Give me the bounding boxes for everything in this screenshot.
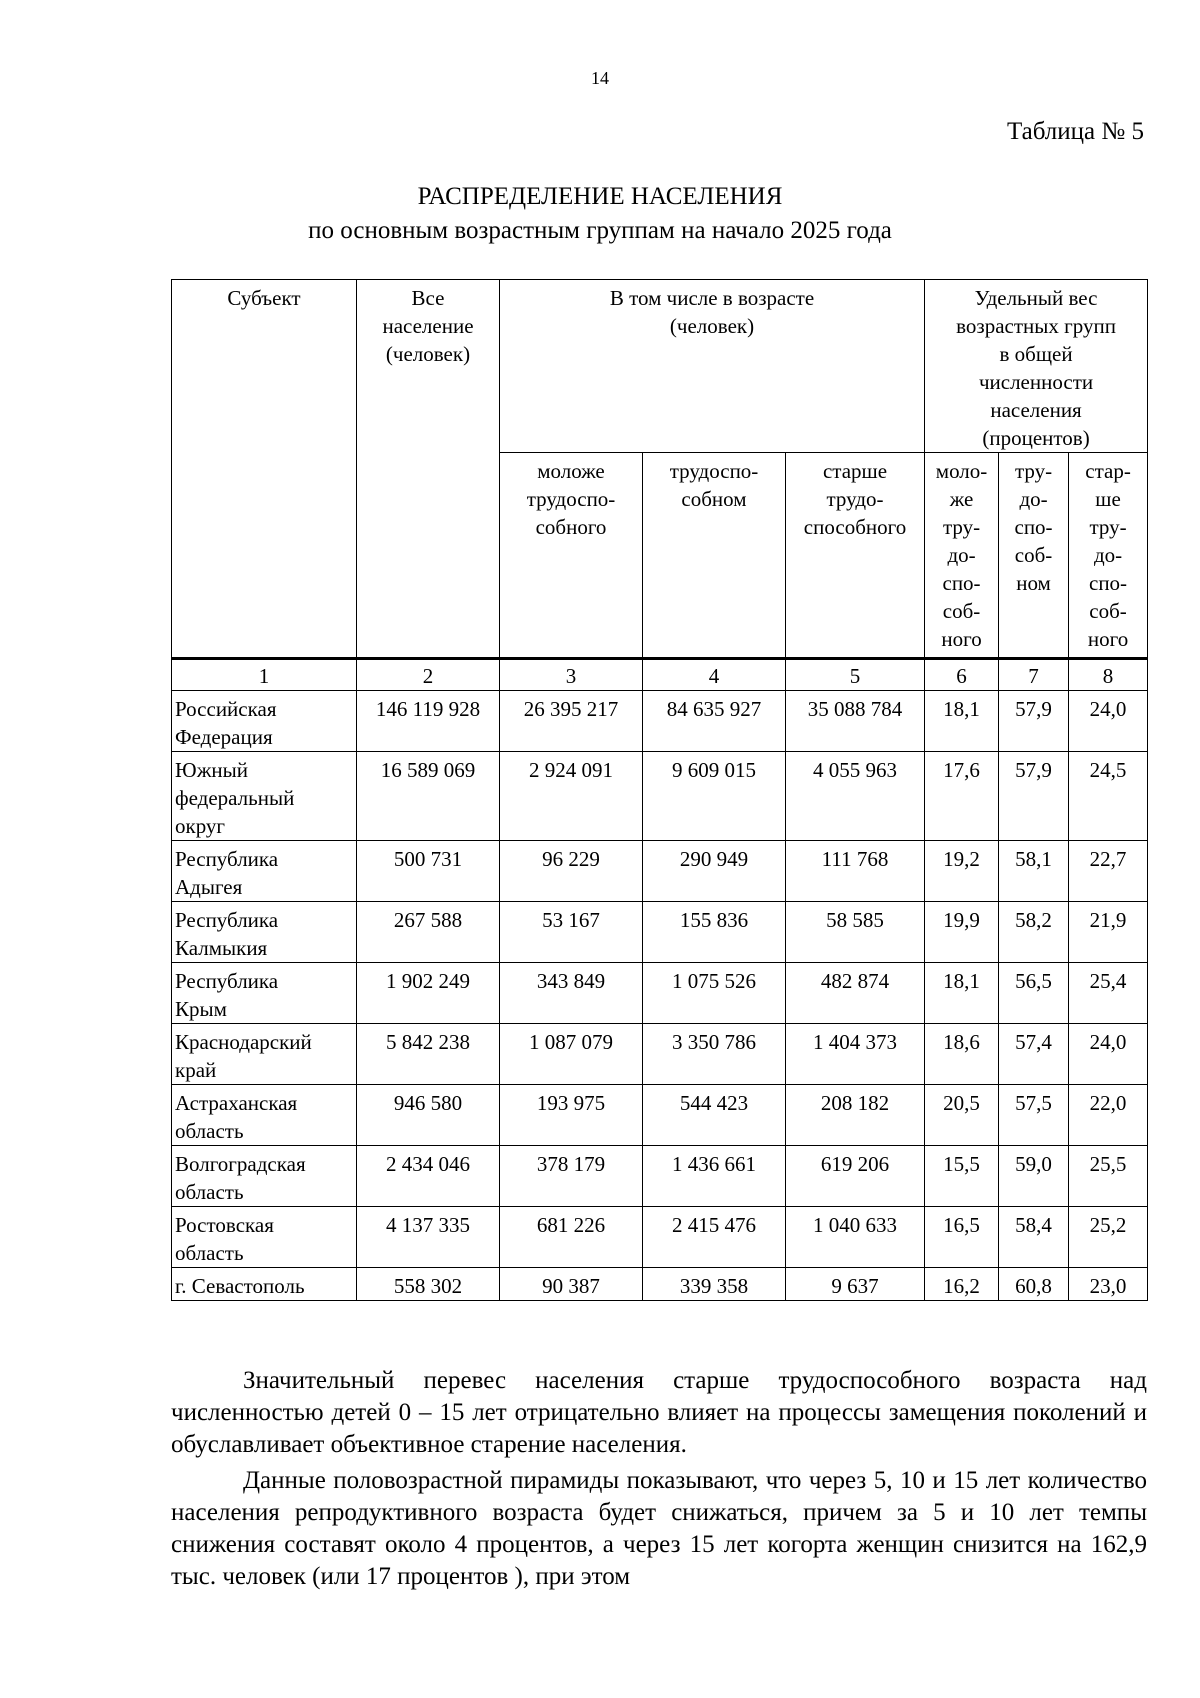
cell-over: 111 768	[786, 841, 925, 902]
page-number: 14	[591, 68, 609, 88]
header-line: спо-	[1089, 571, 1128, 595]
header-working-pct	[999, 453, 1069, 659]
header-line: (человек)	[385, 342, 471, 366]
table-row	[172, 1024, 1148, 1085]
header-line: тру-	[1014, 459, 1053, 483]
column-number-row	[172, 659, 1148, 691]
subject-cell: Ростовская область	[172, 1207, 357, 1268]
header-line: (процентов)	[982, 426, 1090, 450]
header-line: В том числе в возрасте	[609, 286, 815, 310]
header-line: же	[949, 487, 974, 511]
cell-over: 1 404 373	[786, 1024, 925, 1085]
header-subject: Субъект	[172, 280, 357, 659]
cell-over-pct: 24,5	[1069, 752, 1148, 841]
cell-working-pct: 58,1	[999, 841, 1069, 902]
column-number: 1	[172, 659, 357, 691]
header-line: до-	[1019, 487, 1048, 511]
cell-under: 90 387	[500, 1268, 643, 1301]
table-title: РАСПРЕДЕЛЕНИЕ НАСЕЛЕНИЯ	[417, 183, 783, 210]
cell-working: 155 836	[643, 902, 786, 963]
paragraph: Данные половозрастной пирамиды показывают, что через 5, 10 и 15 лет количество населения репродуктивного возраста будет снижаться, причем за 5 и 10 лет темпы снижения составят около 4 процентов, а через 15 лет когорта женщин снизится на 162,9 тыс. человек (или 17 процентов ), при этом	[171, 1467, 1147, 1590]
subject-cell: Краснодарский край	[172, 1024, 357, 1085]
header-line: ного	[941, 627, 982, 651]
subject-cell: Южный федеральный округ	[172, 752, 357, 841]
paragraph: Значительный перевес населения старше трудоспособного возраста над численностью детей 0 – 15 лет отрицательно влияет на процессы замещения поколений и обуславливает объективное старение населения.	[171, 1367, 1147, 1458]
header-line: тру-	[942, 515, 981, 539]
cell-under: 378 179	[500, 1146, 643, 1207]
cell-working: 2 415 476	[643, 1207, 786, 1268]
column-number: 3	[500, 659, 643, 691]
table-row	[172, 752, 1148, 841]
cell-under-pct: 19,9	[925, 902, 999, 963]
cell-total: 1 902 249	[357, 963, 500, 1024]
header-line: моло-	[935, 459, 988, 483]
cell-over-pct: 25,5	[1069, 1146, 1148, 1207]
cell-over-pct: 22,0	[1069, 1085, 1148, 1146]
table-row	[172, 841, 1148, 902]
cell-total: 5 842 238	[357, 1024, 500, 1085]
cell-total: 267 588	[357, 902, 500, 963]
cell-over-pct: 24,0	[1069, 1024, 1148, 1085]
cell-total: 4 137 335	[357, 1207, 500, 1268]
header-line: населения	[990, 398, 1082, 422]
cell-working-pct: 58,2	[999, 902, 1069, 963]
cell-under: 1 087 079	[500, 1024, 643, 1085]
subject-cell: Волгоградская область	[172, 1146, 357, 1207]
cell-under: 343 849	[500, 963, 643, 1024]
cell-working: 339 358	[643, 1268, 786, 1301]
cell-over-pct: 25,2	[1069, 1207, 1148, 1268]
cell-under-pct: 18,1	[925, 691, 999, 752]
column-number: 7	[999, 659, 1069, 691]
table-label: Таблица № 5	[1006, 118, 1144, 145]
cell-under-pct: 20,5	[925, 1085, 999, 1146]
cell-over-pct: 21,9	[1069, 902, 1148, 963]
header-line: моложе	[537, 459, 605, 483]
cell-working-pct: 57,9	[999, 691, 1069, 752]
header-line: трудоспо-	[526, 487, 616, 511]
column-number: 4	[643, 659, 786, 691]
header-line: стар-	[1085, 459, 1131, 483]
subject-cell: Российская Федерация	[172, 691, 357, 752]
cell-working: 1 075 526	[643, 963, 786, 1024]
cell-over: 482 874	[786, 963, 925, 1024]
header-line: способного	[803, 515, 907, 539]
header-over-working-age	[786, 453, 925, 659]
cell-working: 84 635 927	[643, 691, 786, 752]
header-line: ном	[1016, 571, 1051, 595]
cell-under-pct: 19,2	[925, 841, 999, 902]
table-row	[172, 1207, 1148, 1268]
table-row	[172, 1268, 1148, 1301]
cell-total: 2 434 046	[357, 1146, 500, 1207]
population-table	[171, 279, 1148, 1301]
table-row	[172, 963, 1148, 1024]
header-line: тру-	[1089, 515, 1127, 539]
header-line: население	[382, 314, 474, 338]
cell-over: 35 088 784	[786, 691, 925, 752]
cell-over: 619 206	[786, 1146, 925, 1207]
cell-under-pct: 16,5	[925, 1207, 999, 1268]
table-row	[172, 902, 1148, 963]
header-line: собного	[535, 515, 607, 539]
cell-under: 96 229	[500, 841, 643, 902]
header-line: соб-	[942, 599, 981, 623]
header-ages-group	[500, 280, 925, 453]
cell-under: 681 226	[500, 1207, 643, 1268]
header-line: собном	[681, 487, 747, 511]
cell-working: 9 609 015	[643, 752, 786, 841]
column-number: 6	[925, 659, 999, 691]
header-working-age	[643, 453, 786, 659]
cell-total: 500 731	[357, 841, 500, 902]
cell-working: 3 350 786	[643, 1024, 786, 1085]
cell-working-pct: 59,0	[999, 1146, 1069, 1207]
header-line: ше	[1095, 487, 1121, 511]
cell-under: 26 395 217	[500, 691, 643, 752]
header-line: численности	[978, 370, 1094, 394]
cell-total: 946 580	[357, 1085, 500, 1146]
cell-working-pct: 57,9	[999, 752, 1069, 841]
cell-over-pct: 24,0	[1069, 691, 1148, 752]
header-line: соб-	[1014, 543, 1053, 567]
column-number: 8	[1069, 659, 1148, 691]
cell-working: 1 436 661	[643, 1146, 786, 1207]
column-number: 5	[786, 659, 925, 691]
cell-over: 58 585	[786, 902, 925, 963]
header-line: возрастных групп	[956, 314, 1116, 338]
header-line: трудоспо-	[669, 459, 759, 483]
header-line: до-	[947, 543, 976, 567]
cell-over: 4 055 963	[786, 752, 925, 841]
cell-under-pct: 18,6	[925, 1024, 999, 1085]
header-total	[357, 280, 500, 659]
cell-over: 208 182	[786, 1085, 925, 1146]
header-line: трудо-	[826, 487, 884, 511]
cell-under: 2 924 091	[500, 752, 643, 841]
cell-working-pct: 60,8	[999, 1268, 1069, 1301]
header-share-group	[925, 280, 1148, 453]
subject-cell: Астраханская область	[172, 1085, 357, 1146]
table-row	[172, 1085, 1148, 1146]
header-line: спо-	[1014, 515, 1053, 539]
header-under-working-age	[500, 453, 643, 659]
table-row	[172, 691, 1148, 752]
cell-total: 146 119 928	[357, 691, 500, 752]
cell-over-pct: 25,4	[1069, 963, 1148, 1024]
header-line: до-	[1093, 543, 1123, 567]
subject-cell: Республика Крым	[172, 963, 357, 1024]
cell-under: 193 975	[500, 1085, 643, 1146]
cell-over-pct: 23,0	[1069, 1268, 1148, 1301]
subject-cell: г. Севастополь	[172, 1268, 357, 1301]
header-under-pct	[925, 453, 999, 659]
cell-under-pct: 15,5	[925, 1146, 999, 1207]
header-over-pct	[1069, 453, 1148, 659]
header-line: в общей	[999, 342, 1073, 366]
header-line: (человек)	[669, 314, 755, 338]
header-line: старше	[822, 459, 888, 483]
header-line: ного	[1087, 627, 1129, 651]
cell-under-pct: 17,6	[925, 752, 999, 841]
header-line: Удельный вес	[974, 286, 1098, 310]
cell-total: 558 302	[357, 1268, 500, 1301]
cell-working-pct: 57,4	[999, 1024, 1069, 1085]
cell-over: 1 040 633	[786, 1207, 925, 1268]
cell-under-pct: 16,2	[925, 1268, 999, 1301]
cell-working: 544 423	[643, 1085, 786, 1146]
column-number: 2	[357, 659, 500, 691]
cell-total: 16 589 069	[357, 752, 500, 841]
header-line: спо-	[942, 571, 981, 595]
header-line: соб-	[1089, 599, 1127, 623]
cell-over: 9 637	[786, 1268, 925, 1301]
cell-under: 53 167	[500, 902, 643, 963]
cell-working-pct: 58,4	[999, 1207, 1069, 1268]
cell-working-pct: 57,5	[999, 1085, 1069, 1146]
cell-under-pct: 18,1	[925, 963, 999, 1024]
cell-working: 290 949	[643, 841, 786, 902]
subject-cell: Республика Калмыкия	[172, 902, 357, 963]
table-row	[172, 1146, 1148, 1207]
header-line: Все	[411, 286, 445, 310]
cell-over-pct: 22,7	[1069, 841, 1148, 902]
subject-cell: Республика Адыгея	[172, 841, 357, 902]
cell-working-pct: 56,5	[999, 963, 1069, 1024]
table-subtitle: по основным возрастным группам на начало 2025 года	[308, 217, 892, 244]
